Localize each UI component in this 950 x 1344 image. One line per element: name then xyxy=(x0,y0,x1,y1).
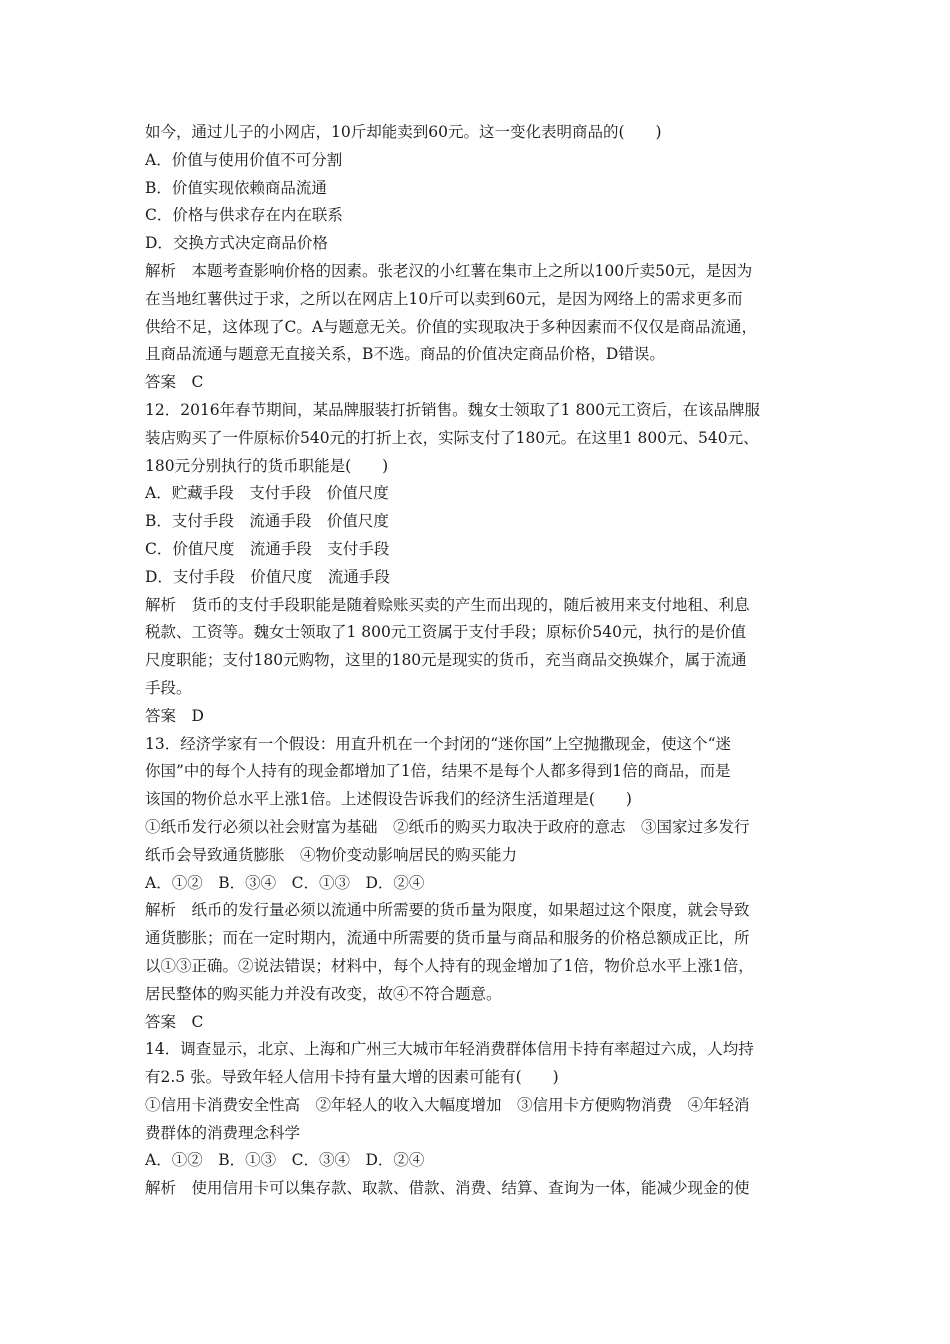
text-line: 180元分别执行的货币职能是( ) xyxy=(145,456,389,475)
text-line: 解析 纸币的发行量必须以流通中所需要的货币量为限度，如果超过这个限度，就会导致 xyxy=(145,901,750,920)
text-line: A．价值与使用价值不可分割 xyxy=(145,150,343,169)
text-line: D．支付手段 价值尺度 流通手段 xyxy=(145,567,390,586)
text-line: 供给不足，这体现了C。A与题意无关。价值的实现取决于多种因素而不仅仅是商品流通， xyxy=(145,317,758,336)
text-line: 且商品流通与题意无直接关系，B不选。商品的价值决定商品价格，D错误。 xyxy=(145,345,665,364)
text-line: 以①③正确。②说法错误；材料中，每个人持有的现金增加了1倍，物价总水平上涨1倍， xyxy=(145,956,754,975)
text-line: C．价值尺度 流通手段 支付手段 xyxy=(145,539,390,558)
text-line: A．①② B．③④ C．①③ D．②④ xyxy=(145,873,425,892)
text-line: 在当地红薯供过于求，之所以在网店上10斤可以卖到60元，是因为网络上的需求更多而 xyxy=(145,289,743,308)
text-line: 答案 C xyxy=(145,1012,204,1031)
text-line: A．贮藏手段 支付手段 价值尺度 xyxy=(145,484,389,503)
text-line: 纸币会导致通货膨胀 ④物价变动影响居民的购买能力 xyxy=(145,845,518,864)
text-line: 答案 D xyxy=(145,706,204,725)
text-line: 手段。 xyxy=(145,678,192,697)
text-line: B．支付手段 流通手段 价值尺度 xyxy=(145,512,389,531)
text-line: D．交换方式决定商品价格 xyxy=(145,234,328,253)
text-line: 解析 货币的支付手段职能是随着赊账买卖的产生而出现的，随后被用来支付地租、利息 xyxy=(145,595,750,614)
text-line: 12．2016年春节期间，某品牌服装打折销售。魏女士领取了1 800元工资后，在该品牌服 xyxy=(145,400,761,419)
text-line: C．价格与供求存在内在联系 xyxy=(145,206,343,225)
text-line: 你国”中的每个人持有的现金都增加了1倍，结果不是每个人都多得到1倍的商品，而是 xyxy=(145,762,731,781)
text-line: 该国的物价总水平上涨1倍。上述假设告诉我们的经济生活道理是( ) xyxy=(145,790,632,809)
text-line: 13．经济学家有一个假设：用直升机在一个封闭的“迷你国”上空抛撒现金，使这个“迷 xyxy=(145,734,731,753)
text-line: ①纸币发行必须以社会财富为基础 ②纸币的购买力取决于政府的意志 ③国家过多发行 xyxy=(145,817,750,836)
text-line: 如今，通过儿子的小网店，10斤却能卖到60元。这一变化表明商品的( ) xyxy=(145,123,662,141)
text-line: 装店购买了一件原标价540元的打折上衣，实际支付了180元。在这里1 800元、540元、 xyxy=(145,428,759,447)
text-line: 税款、工资等。魏女士领取了1 800元工资属于支付手段；原标价540元，执行的是价值 xyxy=(145,623,746,642)
text-line: 居民整体的购买能力并没有改变，故④不符合题意。 xyxy=(145,984,502,1003)
text-line: 通货膨胀；而在一定时期内，流通中所需要的货币量与商品和服务的价格总额成正比，所 xyxy=(145,929,750,948)
text-line: 费群体的消费理念科学 xyxy=(145,1123,301,1142)
text-line: A．①② B．①③ C．③④ D．②④ xyxy=(145,1151,425,1170)
text-line: 解析 使用信用卡可以集存款、取款、借款、消费、结算、查询为一体，能减少现金的使 xyxy=(145,1179,750,1198)
text-line: ①信用卡消费安全性高 ②年轻人的收入大幅度增加 ③信用卡方便购物消费 ④年轻消 xyxy=(145,1095,750,1114)
text-line: 答案 C xyxy=(145,373,204,392)
text-line: B．价值实现依赖商品流通 xyxy=(145,178,327,197)
page-content xyxy=(145,119,813,1203)
text-line: 有2.5 张。导致年轻人信用卡持有量大增的因素可能有( ) xyxy=(145,1068,559,1087)
text-line: 解析 本题考查影响价格的因素。张老汉的小红薯在集市上之所以100斤卖50元，是因为 xyxy=(145,261,753,280)
text-line: 14．调查显示，北京、上海和广州三大城市年轻消费群体信用卡持有率超过六成，人均持 xyxy=(145,1040,754,1059)
text-line: 尺度职能；支付180元购物，这里的180元是现实的货币，充当商品交换媒介，属于流通 xyxy=(145,651,747,670)
